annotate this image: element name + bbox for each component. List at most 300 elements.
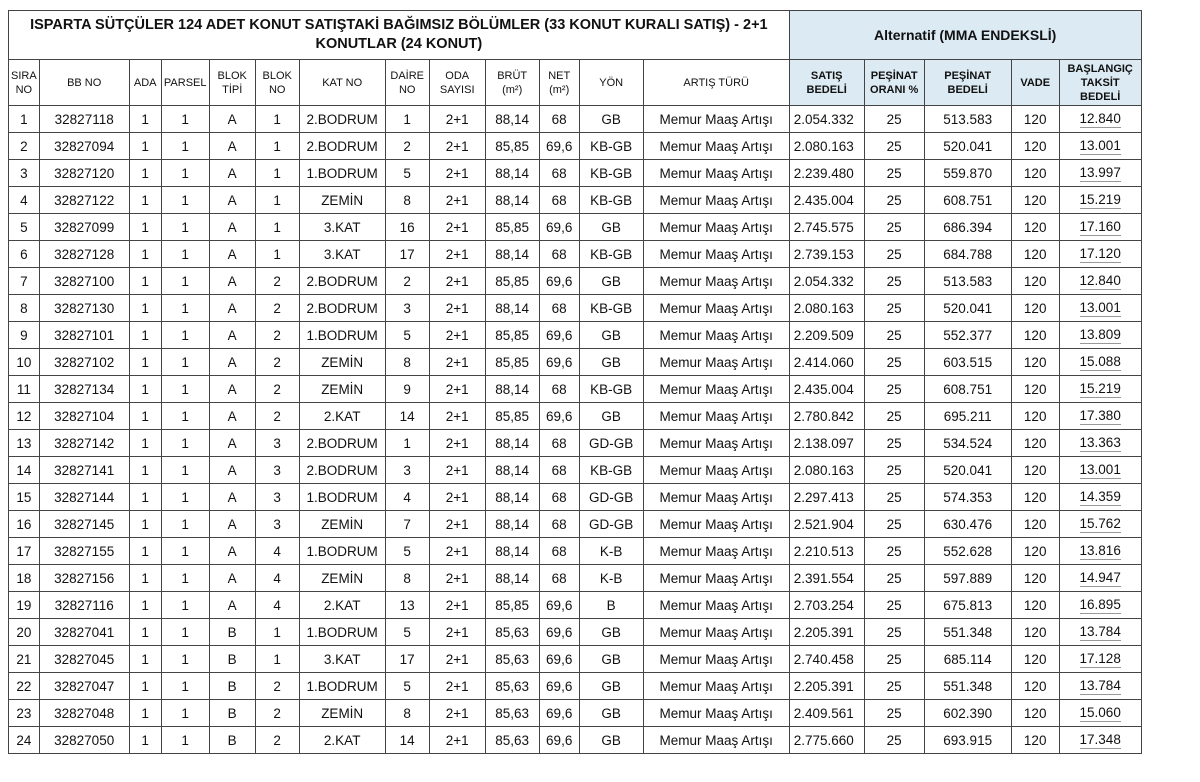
cell-kat-no: 2.KAT (299, 592, 385, 619)
cell-satis-bedeli: 2.780.842 (789, 403, 864, 430)
cell-net-m2: 69,6 (539, 619, 579, 646)
header-label: BEDELİ (947, 83, 988, 96)
cell-net-m2: 69,6 (539, 322, 579, 349)
cell-net-m2: 69,6 (539, 700, 579, 727)
cell-blok-no: 2 (255, 376, 299, 403)
cell-oda-sayisi: 2+1 (429, 214, 485, 241)
cell-artis-turu: Memur Maaş Artışı (643, 619, 789, 646)
cell-vade: 120 (1011, 592, 1059, 619)
cell-blok-no: 2 (255, 673, 299, 700)
cell-daire-no: 9 (385, 376, 429, 403)
cell-brut-m2: 85,85 (485, 403, 539, 430)
cell-kat-no: 2.KAT (299, 403, 385, 430)
cell-brut-m2: 85,63 (485, 619, 539, 646)
cell-value: 17.120 (1079, 245, 1121, 261)
cell-blok-no: 2 (255, 349, 299, 376)
cell-satis-bedeli: 2.521.904 (789, 511, 864, 538)
header-label: (m²) (502, 83, 523, 96)
cell-brut-m2: 88,14 (485, 376, 539, 403)
cell-sira-no: 11 (9, 376, 40, 403)
cell-baslangic-taksit-bedeli (1059, 430, 1141, 457)
cell-parsel: 1 (161, 268, 209, 295)
cell-ada: 1 (129, 403, 161, 430)
header-ada (129, 60, 161, 106)
cell-artis-turu: Memur Maaş Artışı (643, 673, 789, 700)
cell-pesinat-orani: 25 (864, 484, 924, 511)
cell-satis-bedeli: 2.745.575 (789, 214, 864, 241)
cell-ada: 1 (129, 322, 161, 349)
cell-artis-turu: Memur Maaş Artışı (643, 592, 789, 619)
cell-yon: KB-GB (579, 187, 643, 214)
cell-value: 14.947 (1079, 569, 1121, 585)
cell-yon: K-B (579, 538, 643, 565)
cell-pesinat-bedeli: 684.788 (924, 241, 1011, 268)
cell-bb-no: 32827141 (39, 457, 129, 484)
cell-sira-no: 3 (9, 160, 40, 187)
cell-blok-tipi: A (209, 376, 255, 403)
cell-pesinat-orani: 25 (864, 376, 924, 403)
cell-value: 13.784 (1079, 623, 1121, 639)
cell-yon: GB (579, 700, 643, 727)
cell-baslangic-taksit-bedeli (1059, 322, 1141, 349)
header-label: BLOK (262, 69, 292, 82)
cell-bb-no: 32827118 (39, 106, 129, 133)
cell-ada: 1 (129, 673, 161, 700)
cell-blok-no: 4 (255, 592, 299, 619)
cell-artis-turu: Memur Maaş Artışı (643, 133, 789, 160)
cell-oda-sayisi: 2+1 (429, 727, 485, 754)
cell-satis-bedeli: 2.739.153 (789, 241, 864, 268)
cell-yon: GB (579, 646, 643, 673)
cell-satis-bedeli: 2.414.060 (789, 349, 864, 376)
cell-pesinat-bedeli: 574.353 (924, 484, 1011, 511)
cell-sira-no: 16 (9, 511, 40, 538)
cell-blok-tipi: A (209, 214, 255, 241)
cell-blok-tipi: A (209, 592, 255, 619)
header-artis-turu (643, 60, 789, 106)
cell-baslangic-taksit-bedeli (1059, 727, 1141, 754)
cell-vade: 120 (1011, 538, 1059, 565)
cell-yon: KB-GB (579, 376, 643, 403)
cell-parsel: 1 (161, 646, 209, 673)
cell-daire-no: 5 (385, 538, 429, 565)
cell-baslangic-taksit-bedeli (1059, 511, 1141, 538)
cell-blok-no: 2 (255, 295, 299, 322)
header-oda-sayisi (429, 60, 485, 106)
cell-value: 17.160 (1079, 218, 1121, 234)
cell-baslangic-taksit-bedeli (1059, 457, 1141, 484)
cell-bb-no: 32827099 (39, 214, 129, 241)
header-parsel (161, 60, 209, 106)
cell-pesinat-bedeli: 685.114 (924, 646, 1011, 673)
cell-sira-no: 21 (9, 646, 40, 673)
cell-blok-no: 1 (255, 646, 299, 673)
table-row (9, 673, 1142, 700)
cell-blok-no: 3 (255, 430, 299, 457)
cell-daire-no: 1 (385, 430, 429, 457)
cell-yon: KB-GB (579, 160, 643, 187)
cell-daire-no: 17 (385, 241, 429, 268)
cell-artis-turu: Memur Maaş Artışı (643, 538, 789, 565)
cell-blok-tipi: A (209, 565, 255, 592)
header-bb-no (39, 60, 129, 106)
cell-satis-bedeli: 2.297.413 (789, 484, 864, 511)
cell-baslangic-taksit-bedeli (1059, 700, 1141, 727)
cell-kat-no: 1.BODRUM (299, 538, 385, 565)
cell-blok-no: 1 (255, 106, 299, 133)
cell-kat-no: 2.BODRUM (299, 295, 385, 322)
header-label: BAŞLANGIÇ (1067, 62, 1133, 75)
cell-ada: 1 (129, 106, 161, 133)
cell-baslangic-taksit-bedeli (1059, 187, 1141, 214)
cell-yon: K-B (579, 565, 643, 592)
table-title (9, 11, 790, 60)
table-row (9, 160, 1142, 187)
cell-oda-sayisi: 2+1 (429, 322, 485, 349)
cell-net-m2: 68 (539, 376, 579, 403)
header-label: ADA (133, 76, 157, 89)
cell-brut-m2: 85,63 (485, 700, 539, 727)
cell-blok-tipi: A (209, 538, 255, 565)
cell-blok-no: 2 (255, 403, 299, 430)
cell-kat-no: 2.BODRUM (299, 268, 385, 295)
cell-vade: 120 (1011, 700, 1059, 727)
table-body (9, 106, 1142, 754)
cell-vade: 120 (1011, 349, 1059, 376)
cell-satis-bedeli: 2.054.332 (789, 268, 864, 295)
cell-blok-tipi: A (209, 430, 255, 457)
cell-pesinat-bedeli: 551.348 (924, 619, 1011, 646)
cell-pesinat-orani: 25 (864, 538, 924, 565)
cell-satis-bedeli: 2.054.332 (789, 106, 864, 133)
cell-ada: 1 (129, 727, 161, 754)
cell-sira-no: 6 (9, 241, 40, 268)
cell-daire-no: 3 (385, 457, 429, 484)
cell-oda-sayisi: 2+1 (429, 349, 485, 376)
cell-yon: GB (579, 619, 643, 646)
cell-ada: 1 (129, 160, 161, 187)
cell-pesinat-orani: 25 (864, 295, 924, 322)
cell-value: 15.088 (1079, 353, 1121, 369)
cell-kat-no: ZEMİN (299, 187, 385, 214)
cell-yon: GB (579, 403, 643, 430)
cell-blok-tipi: B (209, 646, 255, 673)
header-label: ORANI % (870, 83, 919, 96)
cell-net-m2: 68 (539, 295, 579, 322)
cell-oda-sayisi: 2+1 (429, 376, 485, 403)
cell-yon: B (579, 592, 643, 619)
cell-oda-sayisi: 2+1 (429, 592, 485, 619)
cell-yon: KB-GB (579, 241, 643, 268)
cell-pesinat-orani: 25 (864, 106, 924, 133)
cell-vade: 120 (1011, 565, 1059, 592)
header-label: BEDELİ (1080, 90, 1121, 103)
cell-brut-m2: 85,85 (485, 133, 539, 160)
cell-daire-no: 3 (385, 295, 429, 322)
cell-oda-sayisi: 2+1 (429, 160, 485, 187)
table-row (9, 295, 1142, 322)
cell-net-m2: 69,6 (539, 214, 579, 241)
cell-sira-no: 23 (9, 700, 40, 727)
cell-bb-no: 32827104 (39, 403, 129, 430)
cell-kat-no: 1.BODRUM (299, 673, 385, 700)
header-label: PEŞİNAT (944, 69, 992, 82)
cell-bb-no: 32827041 (39, 619, 129, 646)
cell-daire-no: 8 (385, 565, 429, 592)
cell-bb-no: 32827047 (39, 673, 129, 700)
cell-blok-tipi: A (209, 403, 255, 430)
cell-value: 17.348 (1079, 731, 1121, 747)
cell-pesinat-orani: 25 (864, 700, 924, 727)
cell-kat-no: 1.BODRUM (299, 322, 385, 349)
cell-daire-no: 2 (385, 133, 429, 160)
cell-blok-no: 4 (255, 538, 299, 565)
cell-blok-tipi: A (209, 106, 255, 133)
cell-baslangic-taksit-bedeli (1059, 268, 1141, 295)
cell-satis-bedeli: 2.775.660 (789, 727, 864, 754)
cell-sira-no: 9 (9, 322, 40, 349)
cell-satis-bedeli: 2.409.561 (789, 700, 864, 727)
cell-artis-turu: Memur Maaş Artışı (643, 565, 789, 592)
cell-yon: KB-GB (579, 457, 643, 484)
table-row (9, 511, 1142, 538)
table-row (9, 322, 1142, 349)
cell-baslangic-taksit-bedeli (1059, 673, 1141, 700)
table-row (9, 700, 1142, 727)
header-label: TİPİ (222, 83, 243, 96)
cell-daire-no: 5 (385, 673, 429, 700)
cell-bb-no: 32827128 (39, 241, 129, 268)
cell-artis-turu: Memur Maaş Artışı (643, 106, 789, 133)
cell-artis-turu: Memur Maaş Artışı (643, 484, 789, 511)
cell-vade: 120 (1011, 106, 1059, 133)
cell-yon: GB (579, 214, 643, 241)
cell-satis-bedeli: 2.205.391 (789, 619, 864, 646)
cell-artis-turu: Memur Maaş Artışı (643, 376, 789, 403)
cell-blok-tipi: A (209, 160, 255, 187)
cell-blok-no: 2 (255, 268, 299, 295)
cell-parsel: 1 (161, 160, 209, 187)
cell-artis-turu: Memur Maaş Artışı (643, 646, 789, 673)
table-row (9, 187, 1142, 214)
header-label: SATIŞ (810, 69, 843, 82)
title-line-2: KONUTLAR (24 KONUT) (315, 36, 483, 52)
cell-pesinat-bedeli: 630.476 (924, 511, 1011, 538)
table-row (9, 484, 1142, 511)
cell-vade: 120 (1011, 403, 1059, 430)
cell-bb-no: 32827048 (39, 700, 129, 727)
cell-sira-no: 19 (9, 592, 40, 619)
cell-brut-m2: 88,14 (485, 457, 539, 484)
cell-oda-sayisi: 2+1 (429, 619, 485, 646)
cell-satis-bedeli: 2.239.480 (789, 160, 864, 187)
header-vade (1011, 60, 1059, 106)
cell-vade: 120 (1011, 727, 1059, 754)
cell-pesinat-bedeli: 520.041 (924, 133, 1011, 160)
cell-pesinat-bedeli: 520.041 (924, 295, 1011, 322)
cell-kat-no: 1.BODRUM (299, 619, 385, 646)
cell-sira-no: 15 (9, 484, 40, 511)
header-baslangic-taksit-bedeli (1059, 60, 1141, 106)
cell-sira-no: 5 (9, 214, 40, 241)
cell-satis-bedeli: 2.138.097 (789, 430, 864, 457)
cell-artis-turu: Memur Maaş Artışı (643, 700, 789, 727)
cell-artis-turu: Memur Maaş Artışı (643, 214, 789, 241)
cell-kat-no: 3.KAT (299, 241, 385, 268)
cell-yon: GB (579, 727, 643, 754)
cell-bb-no: 32827130 (39, 295, 129, 322)
cell-vade: 120 (1011, 430, 1059, 457)
cell-brut-m2: 85,85 (485, 268, 539, 295)
header-blok-tipi (209, 60, 255, 106)
cell-parsel: 1 (161, 511, 209, 538)
cell-blok-tipi: A (209, 268, 255, 295)
cell-sira-no: 20 (9, 619, 40, 646)
cell-artis-turu: Memur Maaş Artışı (643, 727, 789, 754)
cell-ada: 1 (129, 565, 161, 592)
cell-brut-m2: 88,14 (485, 511, 539, 538)
cell-blok-no: 2 (255, 727, 299, 754)
header-pesinat-orani (864, 60, 924, 106)
cell-brut-m2: 85,85 (485, 592, 539, 619)
header-label: BLOK (217, 69, 247, 82)
cell-yon: GD-GB (579, 430, 643, 457)
cell-kat-no: ZEMİN (299, 511, 385, 538)
cell-pesinat-bedeli: 597.889 (924, 565, 1011, 592)
cell-bb-no: 32827156 (39, 565, 129, 592)
table-row (9, 430, 1142, 457)
cell-yon: GB (579, 268, 643, 295)
cell-bb-no: 32827144 (39, 484, 129, 511)
cell-value: 15.060 (1079, 704, 1121, 720)
table-row (9, 349, 1142, 376)
cell-oda-sayisi: 2+1 (429, 646, 485, 673)
cell-sira-no: 17 (9, 538, 40, 565)
cell-blok-no: 4 (255, 565, 299, 592)
cell-pesinat-bedeli: 552.377 (924, 322, 1011, 349)
cell-value: 17.380 (1079, 407, 1121, 423)
cell-blok-tipi: B (209, 727, 255, 754)
cell-oda-sayisi: 2+1 (429, 268, 485, 295)
cell-artis-turu: Memur Maaş Artışı (643, 295, 789, 322)
cell-blok-tipi: A (209, 187, 255, 214)
header-label: SIRA (11, 69, 37, 82)
cell-ada: 1 (129, 133, 161, 160)
cell-pesinat-orani: 25 (864, 268, 924, 295)
cell-bb-no: 32827116 (39, 592, 129, 619)
cell-blok-no: 1 (255, 160, 299, 187)
cell-artis-turu: Memur Maaş Artışı (643, 430, 789, 457)
cell-sira-no: 4 (9, 187, 40, 214)
cell-value: 13.363 (1079, 434, 1121, 450)
cell-yon: GB (579, 349, 643, 376)
cell-oda-sayisi: 2+1 (429, 457, 485, 484)
cell-ada: 1 (129, 349, 161, 376)
cell-parsel: 1 (161, 727, 209, 754)
cell-vade: 120 (1011, 160, 1059, 187)
cell-satis-bedeli: 2.391.554 (789, 565, 864, 592)
cell-parsel: 1 (161, 457, 209, 484)
cell-net-m2: 69,6 (539, 349, 579, 376)
cell-parsel: 1 (161, 484, 209, 511)
cell-daire-no: 8 (385, 700, 429, 727)
cell-blok-tipi: B (209, 619, 255, 646)
header-brut-m2 (485, 60, 539, 106)
table-row (9, 727, 1142, 754)
cell-brut-m2: 88,14 (485, 565, 539, 592)
cell-sira-no: 13 (9, 430, 40, 457)
cell-daire-no: 14 (385, 403, 429, 430)
cell-brut-m2: 88,14 (485, 484, 539, 511)
cell-oda-sayisi: 2+1 (429, 538, 485, 565)
cell-pesinat-orani: 25 (864, 646, 924, 673)
cell-blok-no: 1 (255, 241, 299, 268)
cell-net-m2: 69,6 (539, 727, 579, 754)
cell-brut-m2: 88,14 (485, 160, 539, 187)
cell-bb-no: 32827120 (39, 160, 129, 187)
header-yon (579, 60, 643, 106)
cell-pesinat-orani: 25 (864, 187, 924, 214)
cell-blok-tipi: A (209, 511, 255, 538)
cell-value: 16.895 (1079, 596, 1121, 612)
cell-net-m2: 68 (539, 457, 579, 484)
cell-parsel: 1 (161, 241, 209, 268)
cell-ada: 1 (129, 592, 161, 619)
cell-parsel: 1 (161, 700, 209, 727)
cell-vade: 120 (1011, 484, 1059, 511)
cell-artis-turu: Memur Maaş Artışı (643, 511, 789, 538)
cell-oda-sayisi: 2+1 (429, 187, 485, 214)
cell-satis-bedeli: 2.080.163 (789, 295, 864, 322)
cell-daire-no: 4 (385, 484, 429, 511)
cell-daire-no: 16 (385, 214, 429, 241)
table-row (9, 457, 1142, 484)
cell-pesinat-bedeli: 603.515 (924, 349, 1011, 376)
cell-baslangic-taksit-bedeli (1059, 538, 1141, 565)
cell-blok-no: 3 (255, 457, 299, 484)
cell-pesinat-orani: 25 (864, 430, 924, 457)
cell-pesinat-bedeli: 513.583 (924, 268, 1011, 295)
cell-blok-tipi: A (209, 349, 255, 376)
cell-daire-no: 2 (385, 268, 429, 295)
header-net-m2 (539, 60, 579, 106)
cell-parsel: 1 (161, 214, 209, 241)
cell-parsel: 1 (161, 619, 209, 646)
cell-sira-no: 1 (9, 106, 40, 133)
table-row (9, 268, 1142, 295)
cell-value: 13.001 (1079, 299, 1121, 315)
column-header-row (9, 60, 1142, 106)
cell-pesinat-bedeli: 686.394 (924, 214, 1011, 241)
cell-blok-tipi: A (209, 295, 255, 322)
cell-blok-tipi: B (209, 673, 255, 700)
header-label: NO (15, 83, 33, 96)
cell-brut-m2: 88,14 (485, 430, 539, 457)
cell-vade: 120 (1011, 268, 1059, 295)
cell-bb-no: 32827045 (39, 646, 129, 673)
cell-ada: 1 (129, 376, 161, 403)
cell-parsel: 1 (161, 376, 209, 403)
cell-baslangic-taksit-bedeli (1059, 565, 1141, 592)
cell-daire-no: 5 (385, 619, 429, 646)
cell-value: 13.816 (1079, 542, 1121, 558)
cell-daire-no: 17 (385, 646, 429, 673)
cell-kat-no: 2.BODRUM (299, 106, 385, 133)
cell-blok-no: 1 (255, 619, 299, 646)
cell-net-m2: 68 (539, 187, 579, 214)
cell-net-m2: 68 (539, 106, 579, 133)
header-label: (m²) (549, 83, 570, 96)
